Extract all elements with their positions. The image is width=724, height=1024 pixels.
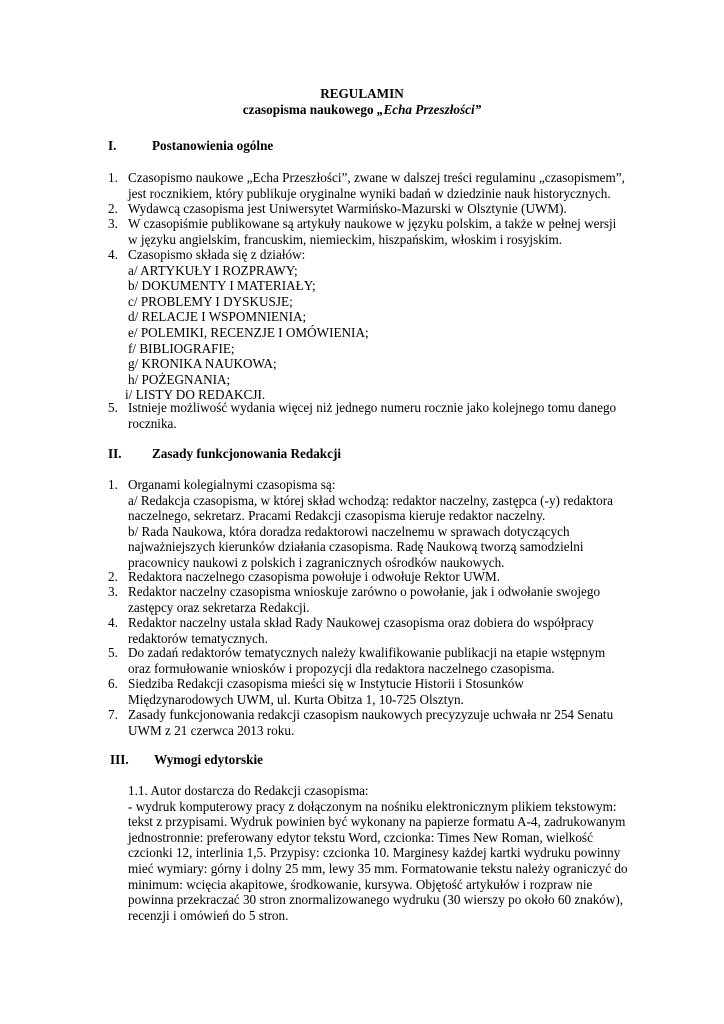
item-number: 3.	[108, 216, 118, 231]
journal-name: „Echa Przeszłości”	[376, 102, 482, 117]
item-text: rocznika.	[128, 415, 177, 431]
paragraph-line: czcionki 12, interlinia 1,5. Przypisy: czcionka 10. Marginesy każdej kartki wydruku powinny	[128, 845, 621, 861]
item-text: W czasopiśmie publikowane są artykuły naukowe w języku polskim, a także w pełnej wersji	[128, 216, 617, 231]
paragraph-line: 1.1. Autor dostarcza do Redakcji czasopisma:	[128, 783, 369, 798]
item-text: w języku angielskim, francuskim, niemieckim, hiszpańskim, włoskim i rosyjskim.	[128, 231, 563, 247]
paragraph-line: minimum: wcięcia akapitowe, środkowanie, kursywa. Objętość artykułów i rozpraw nie	[128, 876, 593, 892]
section-2-number: II.	[108, 446, 122, 461]
section-2-title: Zasady funkcjonowania Redakcji	[152, 446, 342, 461]
section-1-title: Postanowienia ogólne	[152, 138, 274, 153]
item-text: Do zadań redaktorów tematycznych należy kwalifikowanie publikacji na etapie wstępnym	[128, 645, 606, 660]
item-text: pracownicy naukowi z polskich i zagranicznych ośrodków naukowych.	[128, 554, 505, 570]
item-number: 2.	[108, 201, 118, 216]
list-item: g/ KRONIKA NAUKOWA;	[128, 356, 277, 372]
item-text: Siedziba Redakcji czasopisma mieści się w Instytucie Historii i Stosunków	[128, 676, 524, 691]
item-text: Zasady funkcjonowania redakcji czasopism naukowych precyzyzuje uchwała nr 254 Senatu	[128, 707, 614, 722]
paragraph-line: - wydruk komputerowy pracy z dołączonym na nośniku elektronicznym plikiem tekstowym:	[128, 798, 617, 814]
item-text: Istnieje możliwość wydania więcej niż jednego numeru rocznie jako kolejnego tomu danego	[128, 400, 617, 415]
item-text: Międzynarodowych UWM, ul. Kurta Obitza 1, 10-725 Olsztyn.	[128, 691, 464, 707]
list-item: e/ POLEMIKI, RECENZJE I OMÓWIENIA;	[128, 324, 369, 340]
list-item: b/ DOKUMENTY I MATERIAŁY;	[128, 278, 316, 294]
list-item: h/ POŻEGNANIA;	[128, 371, 231, 387]
document-subtitle	[0, 102, 724, 118]
item-number: 1.	[108, 170, 118, 185]
item-number: 6.	[108, 676, 118, 691]
list-item: c/ PROBLEMY I DYSKUSJE;	[128, 293, 293, 309]
section-3-number: III.	[110, 752, 129, 767]
item-text: oraz formułowanie wniosków i propozycji dla redaktora naczelnego czasopisma.	[128, 660, 555, 676]
item-text: naczelnego, sekretarz. Pracami Redakcji czasopisma kieruje redaktor naczelny.	[128, 508, 546, 524]
section-1-number: I.	[108, 138, 117, 153]
item-number: 5.	[108, 645, 118, 660]
item-number: 3.	[108, 584, 118, 599]
list-item: f/ BIBLIOGRAFIE;	[128, 340, 235, 356]
item-text: b/ Rada Naukowa, która doradza redaktorowi naczelnemu w sprawach dotyczących	[128, 523, 570, 539]
item-text: Redaktor naczelny ustala skład Rady Naukowej czasopisma oraz dobiera do współpracy	[128, 615, 594, 630]
paragraph-line: jednostronnie: preferowany edytor tekstu Word, czcionka: Times New Roman, wielkość	[128, 829, 593, 845]
item-number: 4.	[108, 247, 118, 262]
item-number: 1.	[108, 477, 118, 492]
item-number: 5.	[108, 400, 118, 415]
section-3-paragraph	[128, 783, 648, 923]
section-3-title: Wymogi edytorskie	[154, 752, 264, 767]
list-item: a/ ARTYKUŁY I ROZPRAWY;	[128, 262, 298, 278]
item-text: jest rocznikiem, który publikuje oryginalne wyniki badań w dziedzinie nauk historycznych.	[128, 185, 611, 201]
subtitle-prefix: czasopisma naukowego	[242, 102, 377, 117]
list-item: d/ RELACJE I WSPOMNIENIA;	[128, 309, 307, 325]
item-number: 4.	[108, 615, 118, 630]
paragraph-line: powinna przekraczać 30 stron znormalizowanego wydruku (30 wierszy po około 60 znaków),	[128, 892, 624, 908]
item-text: Organami kolegialnymi czasopisma są:	[128, 477, 336, 492]
item-text: Czasopismo naukowe „Echa Przeszłości”, zwane w dalszej treści regulaminu „czasopismem”,	[128, 170, 625, 185]
list-item: i/ LISTY DO REDAKCJI.	[125, 387, 266, 403]
item-text: UWM z 21 czerwca 2013 roku.	[128, 722, 295, 738]
item-text: najważniejszych kierunków działania czasopisma. Radę Naukową tworzą samodzielni	[128, 539, 584, 555]
item-text: zastępcy oraz sekretarza Redakcji.	[128, 599, 310, 615]
item-text: a/ Redakcja czasopisma, w której skład wchodzą: redaktor naczelny, zastępca (-y) redaktora	[128, 492, 614, 508]
item-text: Wydawcą czasopisma jest Uniwersytet Warmińsko-Mazurski w Olsztynie (UWM).	[128, 201, 567, 216]
item-text: redaktorów tematycznych.	[128, 630, 268, 646]
item-text: Czasopismo składa się z działów:	[128, 247, 306, 262]
item-number: 7.	[108, 707, 118, 722]
document-title: REGULAMIN	[320, 86, 404, 101]
item-text: Redaktora naczelnego czasopisma powołuje i odwołuje Rektor UWM.	[128, 569, 501, 584]
paragraph-line: mieć wymiary: górny i dolny 25 mm, lewy 35 mm. Formatowanie tekstu należy ograniczyć do	[128, 860, 628, 876]
paragraph-line: recenzji i omówień do 5 stron.	[128, 907, 289, 923]
item-text: Redaktor naczelny czasopisma wnioskuje zarówno o powołanie, jak i odwołanie swojego	[128, 584, 601, 599]
paragraph-line: tekst z przypisami. Wydruk powinien być wykonany na papierze formatu A-4, zadrukowanym	[128, 814, 626, 830]
item-number: 2.	[108, 569, 118, 584]
